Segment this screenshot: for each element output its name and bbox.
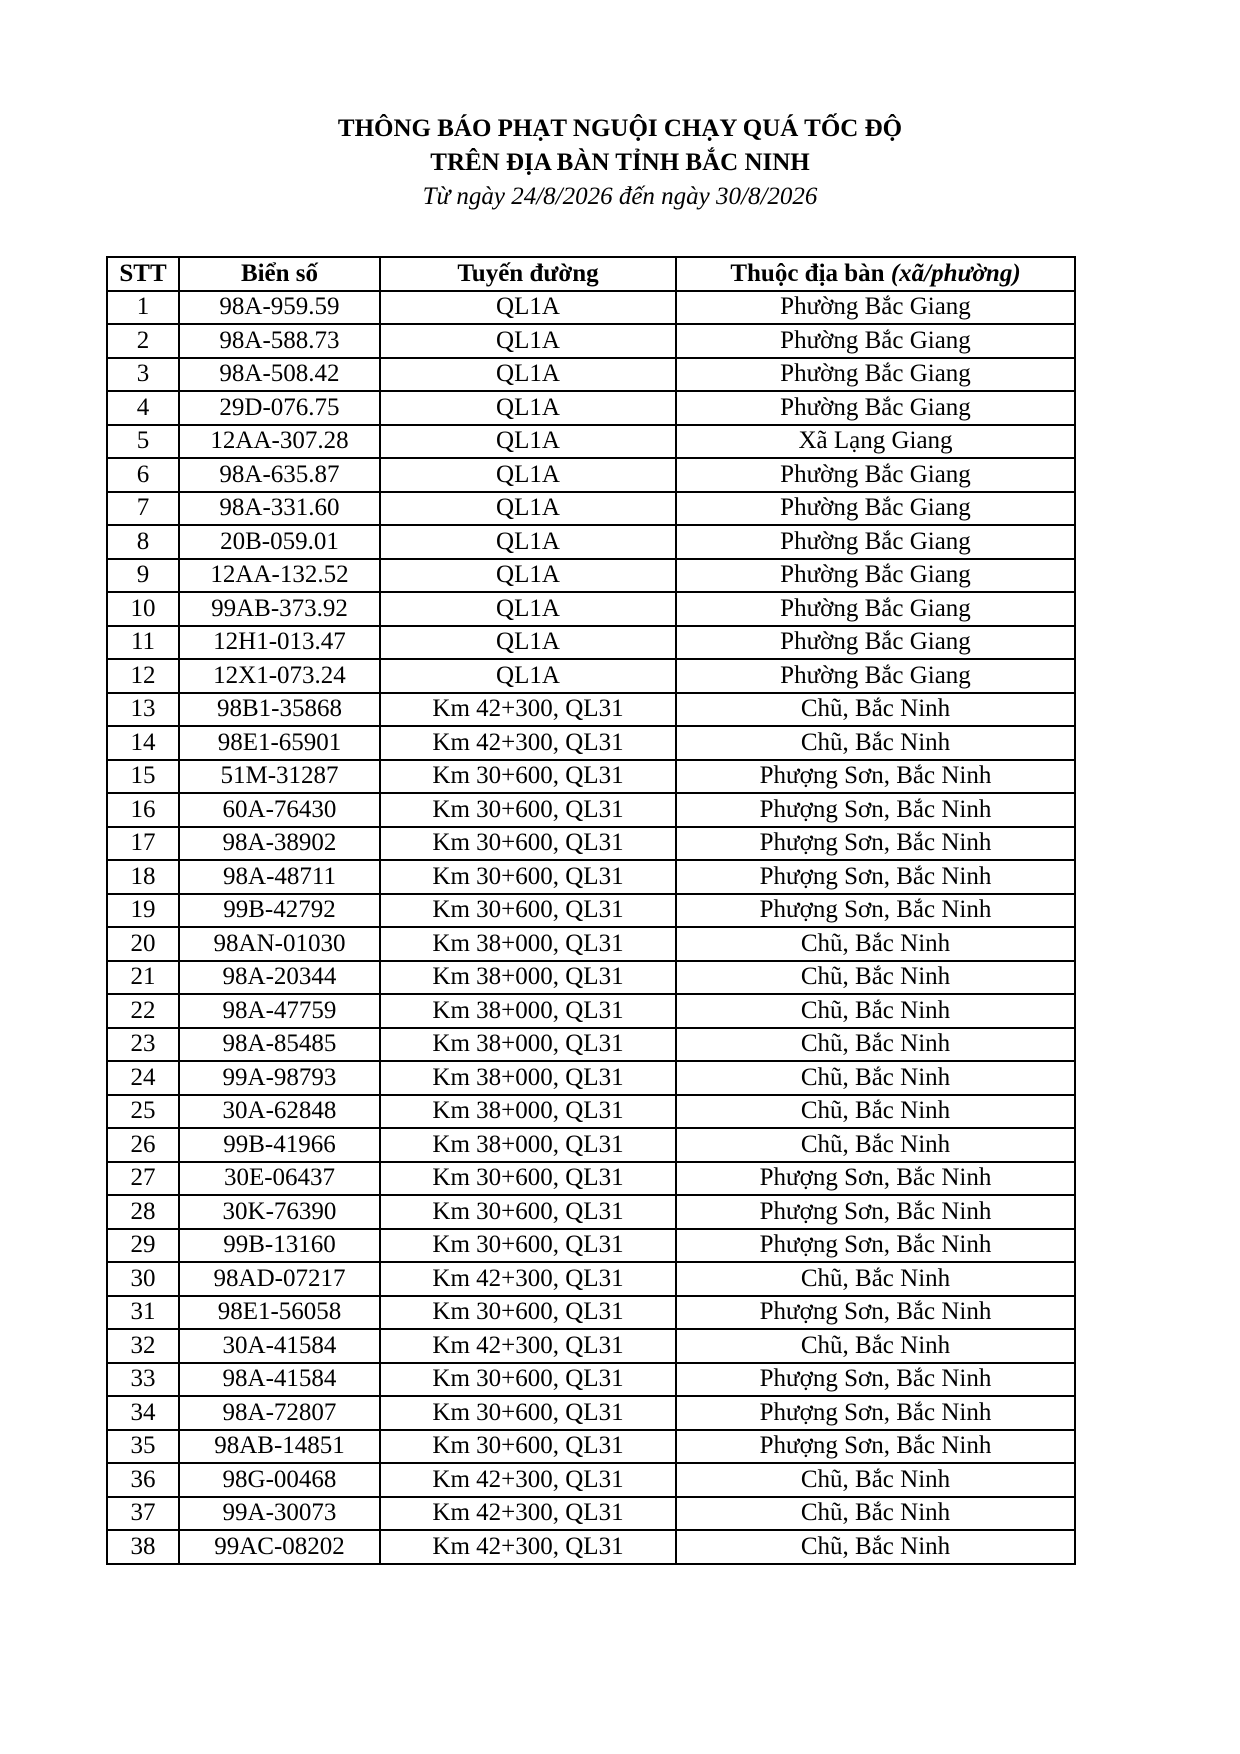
- cell-plate: 20B-059.01: [179, 525, 380, 559]
- column-header-area-main: Thuộc địa bàn: [730, 259, 891, 287]
- cell-stt: 18: [107, 860, 179, 894]
- cell-area: Phường Bắc Giang: [676, 291, 1075, 325]
- cell-route: Km 30+600, QL31: [380, 1363, 676, 1397]
- cell-plate: 98A-72807: [179, 1396, 380, 1430]
- cell-stt: 5: [107, 425, 179, 459]
- table-row: [107, 793, 1075, 827]
- cell-area: Chũ, Bắc Ninh: [676, 726, 1075, 760]
- table-row: [107, 1363, 1075, 1397]
- cell-plate: 98AN-01030: [179, 927, 380, 961]
- table-row: [107, 1162, 1075, 1196]
- cell-stt: 22: [107, 994, 179, 1028]
- cell-plate: 98A-38902: [179, 827, 380, 861]
- cell-area: Phượng Sơn, Bắc Ninh: [676, 1396, 1075, 1430]
- table-row: [107, 1229, 1075, 1263]
- cell-plate: 30K-76390: [179, 1195, 380, 1229]
- cell-plate: 98G-00468: [179, 1463, 380, 1497]
- cell-plate: 12AA-132.52: [179, 559, 380, 593]
- table-row: [107, 1329, 1075, 1363]
- cell-plate: 99B-41966: [179, 1128, 380, 1162]
- cell-area: Phượng Sơn, Bắc Ninh: [676, 1162, 1075, 1196]
- cell-route: Km 30+600, QL31: [380, 1430, 676, 1464]
- cell-route: Km 30+600, QL31: [380, 1195, 676, 1229]
- cell-route: Km 38+000, QL31: [380, 927, 676, 961]
- cell-route: QL1A: [380, 291, 676, 325]
- cell-plate: 98A-588.73: [179, 324, 380, 358]
- cell-route: Km 42+300, QL31: [380, 693, 676, 727]
- cell-stt: 32: [107, 1329, 179, 1363]
- cell-plate: 98A-508.42: [179, 358, 380, 392]
- cell-plate: 99A-98793: [179, 1061, 380, 1095]
- cell-area: Phượng Sơn, Bắc Ninh: [676, 860, 1075, 894]
- cell-area: Chũ, Bắc Ninh: [676, 1497, 1075, 1531]
- cell-area: Phường Bắc Giang: [676, 458, 1075, 492]
- cell-route: QL1A: [380, 358, 676, 392]
- cell-plate: 98A-47759: [179, 994, 380, 1028]
- cell-area: Phượng Sơn, Bắc Ninh: [676, 793, 1075, 827]
- cell-stt: 16: [107, 793, 179, 827]
- cell-area: Chũ, Bắc Ninh: [676, 927, 1075, 961]
- table-row: [107, 860, 1075, 894]
- cell-route: Km 42+300, QL31: [380, 1463, 676, 1497]
- title-line-1: THÔNG BÁO PHẠT NGUỘI CHẠY QUÁ TỐC ĐỘ: [337, 115, 903, 142]
- table-row: [107, 358, 1075, 392]
- column-header-route: Tuyến đường: [380, 257, 676, 291]
- cell-stt: 12: [107, 659, 179, 693]
- cell-route: Km 42+300, QL31: [380, 1497, 676, 1531]
- table-row: [107, 425, 1075, 459]
- cell-area: Phường Bắc Giang: [676, 559, 1075, 593]
- table-body: [107, 291, 1075, 1564]
- table-row: [107, 927, 1075, 961]
- column-header-stt: STT: [107, 257, 179, 291]
- cell-stt: 17: [107, 827, 179, 861]
- date-range-subtitle: Từ ngày 24/8/2026 đến ngày 30/8/2026: [422, 183, 818, 210]
- cell-plate: 30A-62848: [179, 1095, 380, 1129]
- cell-plate: 60A-76430: [179, 793, 380, 827]
- cell-area: Phượng Sơn, Bắc Ninh: [676, 827, 1075, 861]
- cell-route: Km 38+000, QL31: [380, 1028, 676, 1062]
- cell-stt: 4: [107, 391, 179, 425]
- cell-plate: 99A-30073: [179, 1497, 380, 1531]
- cell-plate: 98B1-35868: [179, 693, 380, 727]
- cell-route: Km 30+600, QL31: [380, 1296, 676, 1330]
- table-row: [107, 391, 1075, 425]
- cell-route: Km 30+600, QL31: [380, 760, 676, 794]
- cell-route: Km 30+600, QL31: [380, 1396, 676, 1430]
- cell-route: Km 42+300, QL31: [380, 1262, 676, 1296]
- cell-route: Km 38+000, QL31: [380, 994, 676, 1028]
- table-row: [107, 324, 1075, 358]
- cell-stt: 24: [107, 1061, 179, 1095]
- cell-route: Km 30+600, QL31: [380, 894, 676, 928]
- cell-plate: 98A-331.60: [179, 492, 380, 526]
- cell-plate: 98E1-65901: [179, 726, 380, 760]
- cell-area: Phượng Sơn, Bắc Ninh: [676, 1296, 1075, 1330]
- cell-plate: 30A-41584: [179, 1329, 380, 1363]
- table-row: [107, 760, 1075, 794]
- cell-area: Phượng Sơn, Bắc Ninh: [676, 1229, 1075, 1263]
- table-row: [107, 1195, 1075, 1229]
- cell-area: Chũ, Bắc Ninh: [676, 1028, 1075, 1062]
- cell-route: Km 30+600, QL31: [380, 860, 676, 894]
- cell-route: QL1A: [380, 492, 676, 526]
- cell-area: Phường Bắc Giang: [676, 659, 1075, 693]
- cell-stt: 13: [107, 693, 179, 727]
- cell-stt: 25: [107, 1095, 179, 1129]
- cell-stt: 35: [107, 1430, 179, 1464]
- cell-plate: 99B-42792: [179, 894, 380, 928]
- cell-area: Phượng Sơn, Bắc Ninh: [676, 1195, 1075, 1229]
- table-header-row: [107, 257, 1075, 291]
- cell-plate: 98A-85485: [179, 1028, 380, 1062]
- cell-plate: 12AA-307.28: [179, 425, 380, 459]
- cell-plate: 98AD-07217: [179, 1262, 380, 1296]
- cell-area: Chũ, Bắc Ninh: [676, 1329, 1075, 1363]
- table-row: [107, 626, 1075, 660]
- cell-plate: 99B-13160: [179, 1229, 380, 1263]
- cell-stt: 1: [107, 291, 179, 325]
- cell-route: Km 42+300, QL31: [380, 726, 676, 760]
- cell-stt: 9: [107, 559, 179, 593]
- cell-area: Phường Bắc Giang: [676, 391, 1075, 425]
- cell-route: Km 38+000, QL31: [380, 1061, 676, 1095]
- cell-plate: 12H1-013.47: [179, 626, 380, 660]
- table-row: [107, 458, 1075, 492]
- cell-area: Chũ, Bắc Ninh: [676, 1262, 1075, 1296]
- cell-plate: 98A-41584: [179, 1363, 380, 1397]
- cell-stt: 3: [107, 358, 179, 392]
- cell-area: Chũ, Bắc Ninh: [676, 1530, 1075, 1564]
- table-row: [107, 1095, 1075, 1129]
- cell-area: Phượng Sơn, Bắc Ninh: [676, 894, 1075, 928]
- cell-route: Km 30+600, QL31: [380, 827, 676, 861]
- cell-area: Chũ, Bắc Ninh: [676, 994, 1075, 1028]
- cell-area: Chũ, Bắc Ninh: [676, 1095, 1075, 1129]
- cell-route: QL1A: [380, 391, 676, 425]
- cell-route: QL1A: [380, 559, 676, 593]
- table-row: [107, 1396, 1075, 1430]
- cell-route: QL1A: [380, 592, 676, 626]
- column-header-area-italic: (xã/phường): [890, 259, 1021, 287]
- column-header-area: [676, 257, 1075, 291]
- cell-area: Phượng Sơn, Bắc Ninh: [676, 1430, 1075, 1464]
- column-header-plate: Biển số: [179, 257, 380, 291]
- cell-plate: 99AC-08202: [179, 1530, 380, 1564]
- cell-stt: 8: [107, 525, 179, 559]
- table-row: [107, 291, 1075, 325]
- cell-stt: 33: [107, 1363, 179, 1397]
- cell-stt: 37: [107, 1497, 179, 1531]
- table-row: [107, 1061, 1075, 1095]
- cell-area: Phường Bắc Giang: [676, 592, 1075, 626]
- cell-plate: 98A-635.87: [179, 458, 380, 492]
- table-row: [107, 1262, 1075, 1296]
- cell-plate: 30E-06437: [179, 1162, 380, 1196]
- cell-area: Xã Lạng Giang: [676, 425, 1075, 459]
- cell-route: Km 30+600, QL31: [380, 1162, 676, 1196]
- cell-stt: 36: [107, 1463, 179, 1497]
- table-row: [107, 492, 1075, 526]
- cell-area: Phượng Sơn, Bắc Ninh: [676, 760, 1075, 794]
- table-row: [107, 1463, 1075, 1497]
- cell-area: Chũ, Bắc Ninh: [676, 961, 1075, 995]
- cell-route: Km 38+000, QL31: [380, 1128, 676, 1162]
- cell-route: Km 30+600, QL31: [380, 1229, 676, 1263]
- cell-route: Km 42+300, QL31: [380, 1530, 676, 1564]
- table-row: [107, 592, 1075, 626]
- table-row: [107, 1028, 1075, 1062]
- title-line-2: TRÊN ĐỊA BÀN TỈNH BẮC NINH: [430, 149, 810, 176]
- table-row: [107, 894, 1075, 928]
- cell-area: Chũ, Bắc Ninh: [676, 1128, 1075, 1162]
- cell-area: Chũ, Bắc Ninh: [676, 693, 1075, 727]
- table-row: [107, 1128, 1075, 1162]
- table-row: [107, 559, 1075, 593]
- cell-stt: 23: [107, 1028, 179, 1062]
- cell-route: Km 30+600, QL31: [380, 793, 676, 827]
- cell-plate: 51M-31287: [179, 760, 380, 794]
- table-row: [107, 1497, 1075, 1531]
- cell-area: Phường Bắc Giang: [676, 525, 1075, 559]
- table-row: [107, 693, 1075, 727]
- table-row: [107, 1530, 1075, 1564]
- cell-stt: 38: [107, 1530, 179, 1564]
- table-row: [107, 1430, 1075, 1464]
- table-row: [107, 1296, 1075, 1330]
- cell-route: QL1A: [380, 458, 676, 492]
- cell-stt: 21: [107, 961, 179, 995]
- cell-plate: 12X1-073.24: [179, 659, 380, 693]
- cell-stt: 14: [107, 726, 179, 760]
- cell-area: Chũ, Bắc Ninh: [676, 1463, 1075, 1497]
- cell-stt: 20: [107, 927, 179, 961]
- cell-route: Km 38+000, QL31: [380, 1095, 676, 1129]
- cell-stt: 7: [107, 492, 179, 526]
- table-row: [107, 659, 1075, 693]
- cell-route: QL1A: [380, 626, 676, 660]
- cell-plate: 98A-959.59: [179, 291, 380, 325]
- document-header: [0, 112, 1240, 214]
- cell-area: Phượng Sơn, Bắc Ninh: [676, 1363, 1075, 1397]
- cell-route: Km 42+300, QL31: [380, 1329, 676, 1363]
- cell-area: Phường Bắc Giang: [676, 626, 1075, 660]
- cell-route: Km 38+000, QL31: [380, 961, 676, 995]
- cell-area: Phường Bắc Giang: [676, 324, 1075, 358]
- cell-stt: 15: [107, 760, 179, 794]
- cell-stt: 19: [107, 894, 179, 928]
- cell-stt: 11: [107, 626, 179, 660]
- cell-route: QL1A: [380, 659, 676, 693]
- violations-table: [106, 256, 1076, 1565]
- cell-area: Chũ, Bắc Ninh: [676, 1061, 1075, 1095]
- cell-stt: 31: [107, 1296, 179, 1330]
- cell-stt: 2: [107, 324, 179, 358]
- table-row: [107, 827, 1075, 861]
- cell-stt: 27: [107, 1162, 179, 1196]
- cell-stt: 34: [107, 1396, 179, 1430]
- cell-stt: 28: [107, 1195, 179, 1229]
- cell-plate: 98E1-56058: [179, 1296, 380, 1330]
- cell-route: QL1A: [380, 525, 676, 559]
- cell-plate: 98AB-14851: [179, 1430, 380, 1464]
- cell-area: Phường Bắc Giang: [676, 358, 1075, 392]
- table-row: [107, 525, 1075, 559]
- cell-stt: 30: [107, 1262, 179, 1296]
- cell-stt: 6: [107, 458, 179, 492]
- cell-plate: 29D-076.75: [179, 391, 380, 425]
- cell-plate: 98A-48711: [179, 860, 380, 894]
- cell-area: Phường Bắc Giang: [676, 492, 1075, 526]
- cell-stt: 10: [107, 592, 179, 626]
- cell-plate: 99AB-373.92: [179, 592, 380, 626]
- table-row: [107, 961, 1075, 995]
- cell-plate: 98A-20344: [179, 961, 380, 995]
- cell-route: QL1A: [380, 425, 676, 459]
- cell-stt: 26: [107, 1128, 179, 1162]
- cell-route: QL1A: [380, 324, 676, 358]
- table-row: [107, 994, 1075, 1028]
- cell-stt: 29: [107, 1229, 179, 1263]
- table-row: [107, 726, 1075, 760]
